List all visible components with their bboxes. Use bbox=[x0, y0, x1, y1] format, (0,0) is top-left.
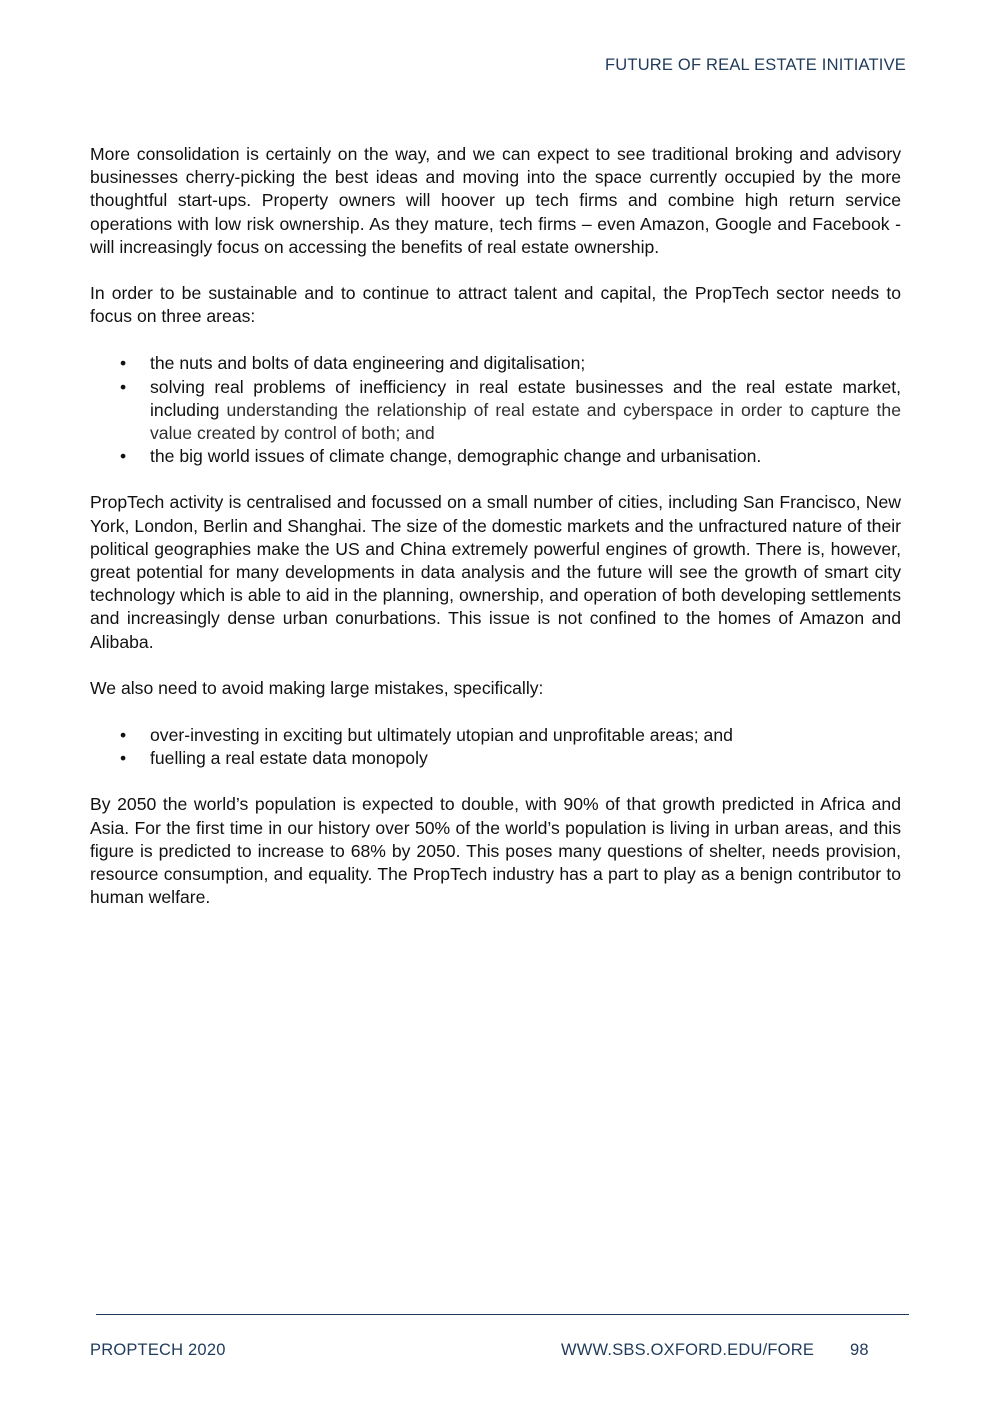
list-item-text: solving real problems of inefficiency in real estate businesses and the real estate market, including bbox=[150, 376, 901, 420]
list-item bbox=[120, 724, 901, 747]
paragraph-mistakes: We also need to avoid making large mistakes, specifically: bbox=[90, 677, 544, 698]
list-item-text: fuelling a real estate data monopoly bbox=[150, 748, 428, 769]
footer-publication: PROPTECH 2020 bbox=[90, 1341, 226, 1359]
list-item-text: the nuts and bolts of data engineering and digitalisation; bbox=[150, 353, 586, 374]
paragraph-focus-areas: In order to be sustainable and to continue to attract talent and capital, the PropTech sector needs to focus on three areas: bbox=[90, 283, 901, 327]
list-item bbox=[120, 352, 901, 375]
list-item bbox=[120, 445, 901, 468]
list-item-text-continuation: understanding the relationship of real estate and cyberspace in order to capture the value created by control of both; and bbox=[150, 399, 902, 444]
footer-url: WWW.SBS.OXFORD.EDU/FORE bbox=[561, 1341, 815, 1359]
list-item-text: over-investing in exciting but ultimately utopian and unprofitable areas; and bbox=[150, 725, 733, 746]
paragraph-cities: PropTech activity is centralised and focussed on a small number of cities, including San Francisco, New York, London, Berlin and Shanghai. The size of the domestic markets and the unfractured nature of their political geographies make the US and China extremely powerful engines of growth. There is, however, great potential for many developments in data analysis and the future will see the growth of smart city technology which is able to aid in the planning, ownership, and operation of both developing settlements and increasingly dense urban conurbations. This issue is not confined to the homes of Amazon and Alibaba. bbox=[90, 492, 901, 652]
list-item-text: the big world issues of climate change, demographic change and urbanisation. bbox=[150, 446, 762, 467]
bullet-icon: • bbox=[120, 748, 127, 769]
paragraph-consolidation: More consolidation is certainly on the way, and we can expect to see traditional broking and advisory businesses cherry-picking the best ideas and moving into the space currently occupied by the more thoughtful start-ups. Property owners will hoover up tech firms and combine high return service operations with low risk ownership. As they mature, tech firms – even Amazon, Google and Facebook - will increasingly focus on accessing the benefits of real estate ownership. bbox=[90, 144, 901, 257]
bullet-icon: • bbox=[120, 353, 127, 374]
list-item bbox=[120, 376, 902, 446]
bullet-icon: • bbox=[120, 446, 127, 467]
main-content bbox=[90, 143, 901, 932]
list-item bbox=[120, 747, 901, 770]
running-header: FUTURE OF REAL ESTATE INITIATIVE bbox=[605, 56, 906, 74]
bullet-icon: • bbox=[120, 376, 127, 397]
paragraph-population: By 2050 the world’s population is expected to double, with 90% of that growth predicted in Africa and Asia. For the first time in our history over 50% of the world’s population is living in urban areas, and this figure is predicted to increase to 68% by 2050. This poses many questions of shelter, needs provision, resource consumption, and equality. The PropTech industry has a part to play as a benign contributor to human welfare. bbox=[90, 794, 901, 908]
focus-areas-list bbox=[90, 352, 901, 468]
page-number: 98 bbox=[850, 1341, 869, 1359]
mistakes-list bbox=[90, 724, 901, 770]
bullet-icon: • bbox=[120, 725, 127, 746]
footer-divider bbox=[96, 1314, 909, 1315]
